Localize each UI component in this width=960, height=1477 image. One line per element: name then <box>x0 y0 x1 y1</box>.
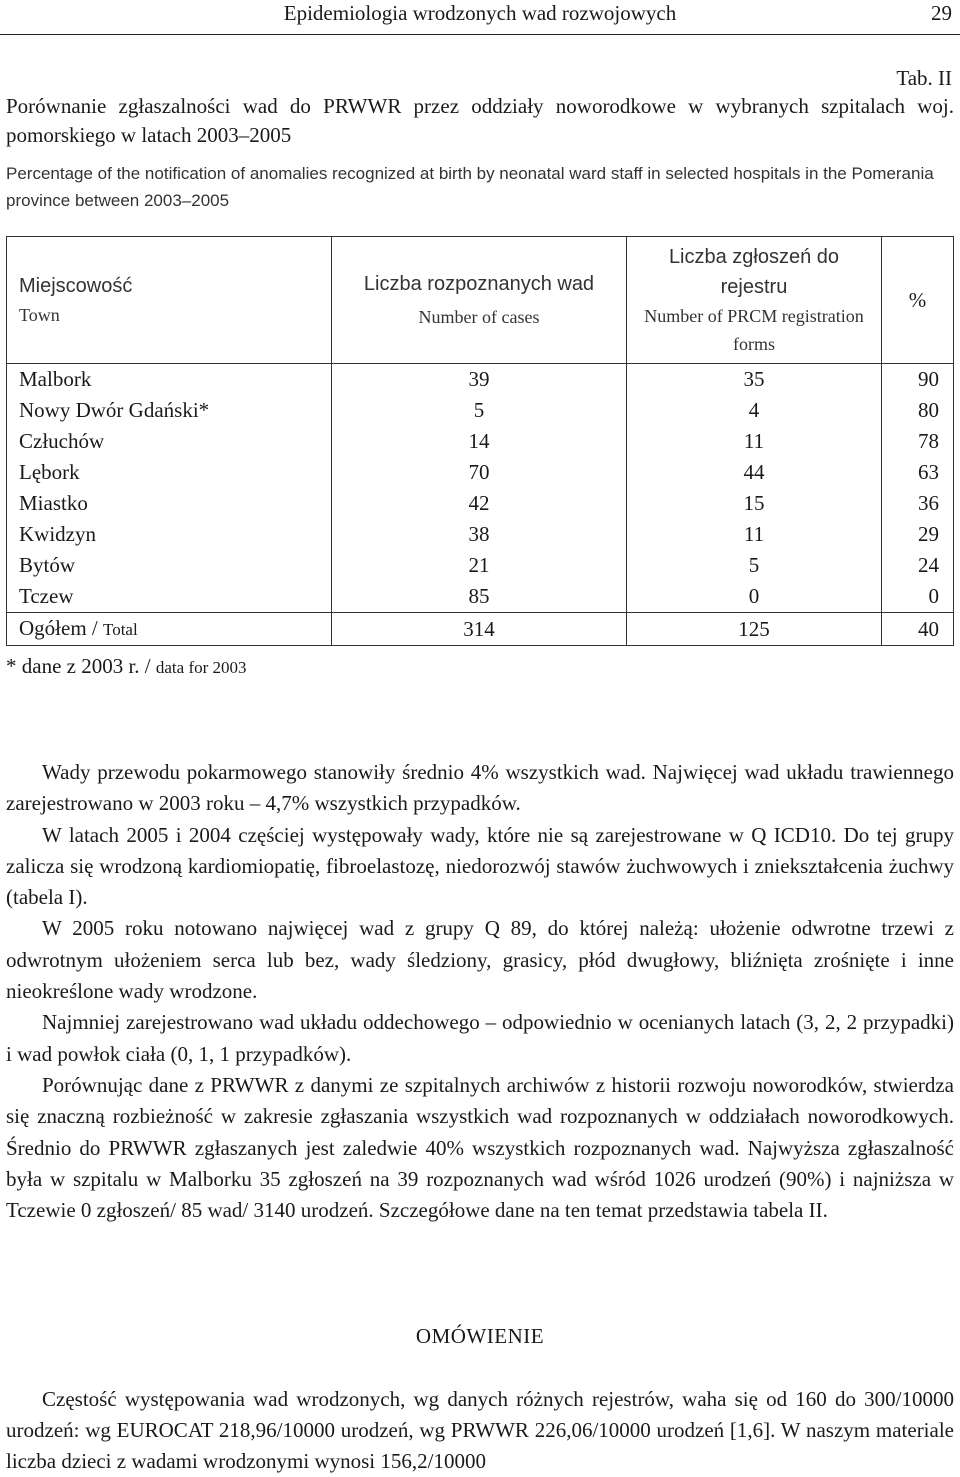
cell-cases: 42 <box>332 488 627 519</box>
cell-town: Tczew <box>7 581 332 613</box>
cell-percent: 24 <box>882 550 954 581</box>
body-text <box>6 757 954 1226</box>
cell-cases: 5 <box>332 395 627 426</box>
cell-percent: 78 <box>882 426 954 457</box>
header-forms <box>627 237 882 364</box>
paragraph: Najmniej zarejestrowano wad układu oddechowego – odpowiednio w ocenianych latach (3, 2, 2 przypadki) i wad powłok ciała (0, 1, 1 przypadków). <box>6 1010 954 1066</box>
running-header <box>0 0 960 35</box>
running-header-title: Epidemiologia wrodzonych wad rozwojowych <box>283 1 677 25</box>
cell-percent: 90 <box>882 364 954 396</box>
cell-town: Kwidzyn <box>7 519 332 550</box>
cell-percent: 36 <box>882 488 954 519</box>
table-row <box>7 550 954 581</box>
paragraph: Wady przewodu pokarmowego stanowiły średnio 4% wszystkich wad. Najwięcej wad układu trawiennego zarejestrowano w 2003 roku – 4,7% wszystkich przypadków. <box>6 760 954 816</box>
cell-forms: 5 <box>627 550 882 581</box>
table-row <box>7 364 954 396</box>
footnote-en: data for 2003 <box>155 658 247 677</box>
paragraph: W 2005 roku notowano najwięcej wad z grupy Q 89, do której należą: ułożenie odwrotne trzewi z odwrotnym ułożeniem serca lub bez, wady śledziony, grasicy, płód dwugłowy, bliźnięta zrośnięte i inne nieokreślone wady wrodzone. <box>6 916 954 1004</box>
header-forms-en: Number of PRCM registration forms <box>644 306 864 354</box>
cell-percent: 29 <box>882 519 954 550</box>
cell-town: Nowy Dwór Gdański* <box>7 395 332 426</box>
cell-cases: 38 <box>332 519 627 550</box>
cell-percent: 80 <box>882 395 954 426</box>
cell-town: Miastko <box>7 488 332 519</box>
data-table <box>6 236 954 646</box>
cell-forms: 15 <box>627 488 882 519</box>
header-town-en: Town <box>19 305 60 325</box>
cell-cases: 21 <box>332 550 627 581</box>
cell-percent: 63 <box>882 457 954 488</box>
cell-total-cases: 314 <box>332 613 627 646</box>
paragraph: W latach 2005 i 2004 częściej występowały wady, które nie są zarejestrowane w Q ICD10. Do tej grupy zalicza się wrodzoną kardiomiopatię, fibroelastozę, niedorozwój stawów żuchwowych i zniekształcenia żuchwy (tabela I). <box>6 822 954 910</box>
table-row <box>7 519 954 550</box>
cell-total-percent: 40 <box>882 613 954 646</box>
cell-total-forms: 125 <box>627 613 882 646</box>
cell-forms: 0 <box>627 581 882 613</box>
cell-town: Bytów <box>7 550 332 581</box>
cell-cases: 85 <box>332 581 627 613</box>
cell-town: Malbork <box>7 364 332 396</box>
table-row <box>7 426 954 457</box>
table-row <box>7 457 954 488</box>
cell-town: Lębork <box>7 457 332 488</box>
table-header-row <box>7 237 954 364</box>
table-label: Tab. II <box>896 66 952 90</box>
header-forms-pl: Liczba zgłoszeń do rejestru <box>668 246 840 298</box>
table-caption-polish: Porównanie zgłaszalności wad do PRWWR przez oddziały noworodkowe w wybranych szpitalach woj. pomorskiego w latach 2003–2005 <box>6 94 954 147</box>
cell-cases: 70 <box>332 457 627 488</box>
section-heading: OMÓWIENIE <box>415 1324 545 1348</box>
cell-town: Człuchów <box>7 426 332 457</box>
paragraph: Porównując dane z PRWWR z danymi ze szpitalnych archiwów z historii rozwoju noworodków, stwierdza się znaczną rozbieżność w zakresie zgłaszania wszystkich wad rozpoznanych w oddziałach noworodkowych. Średnio do PRWWR zgłaszanych jest zaledwie 40% wszystkich rozpoznanych wad. Najwyższa zgłaszalność była w szpitalu w Malborku 35 zgłoszeń na 39 rozpoznanych wad wśród 1026 urodzeń (90%) i najniższa w Tczewie 0 zgłoszeń/ 85 wad/ 3140 urodzeń. Szczegółowe dane na ten temat przedstawia tabela II. <box>6 1072 954 1223</box>
cell-forms: 44 <box>627 457 882 488</box>
header-town-pl: Miejscowość <box>19 275 133 297</box>
cell-cases: 39 <box>332 364 627 396</box>
table-row <box>7 488 954 519</box>
cell-forms: 35 <box>627 364 882 396</box>
cell-forms: 11 <box>627 426 882 457</box>
cell-forms: 11 <box>627 519 882 550</box>
cell-percent: 0 <box>882 581 954 613</box>
header-cases-pl: Liczba rozpoznanych wad <box>363 273 595 295</box>
paragraph: Częstość występowania wad wrodzonych, wg danych różnych rejestrów, waha się od 160 do 300/10000 urodzeń: wg EUROCAT 218,96/10000 urodzeń, wg PRWWR 226,06/10000 urodzeń [1,6]. W naszym materiale liczba dzieci z wadami wrodzonymi wynosi 156,2/10000 <box>6 1387 954 1473</box>
cell-cases: 14 <box>332 426 627 457</box>
header-town <box>7 237 332 364</box>
cell-forms: 4 <box>627 395 882 426</box>
cell-total-label <box>7 613 332 646</box>
header-cases <box>332 237 627 364</box>
header-cases-en: Number of cases <box>418 307 540 327</box>
total-label-en: Total <box>103 620 138 639</box>
total-label-pl: Ogółem / <box>19 616 103 640</box>
table-row <box>7 395 954 426</box>
discussion-text <box>6 1384 954 1477</box>
table-caption-english: Percentage of the notification of anomalies recognized at birth by neonatal ward staff in selected hospitals in the Pomerania province between 2003–2005 <box>6 164 934 210</box>
table-footnote <box>6 652 247 682</box>
table-row <box>7 581 954 613</box>
footnote-pl: * dane z 2003 r. / <box>6 654 156 678</box>
table-total-row <box>7 613 954 646</box>
page-number: 29 <box>931 1 952 25</box>
header-percent: % <box>882 237 954 364</box>
